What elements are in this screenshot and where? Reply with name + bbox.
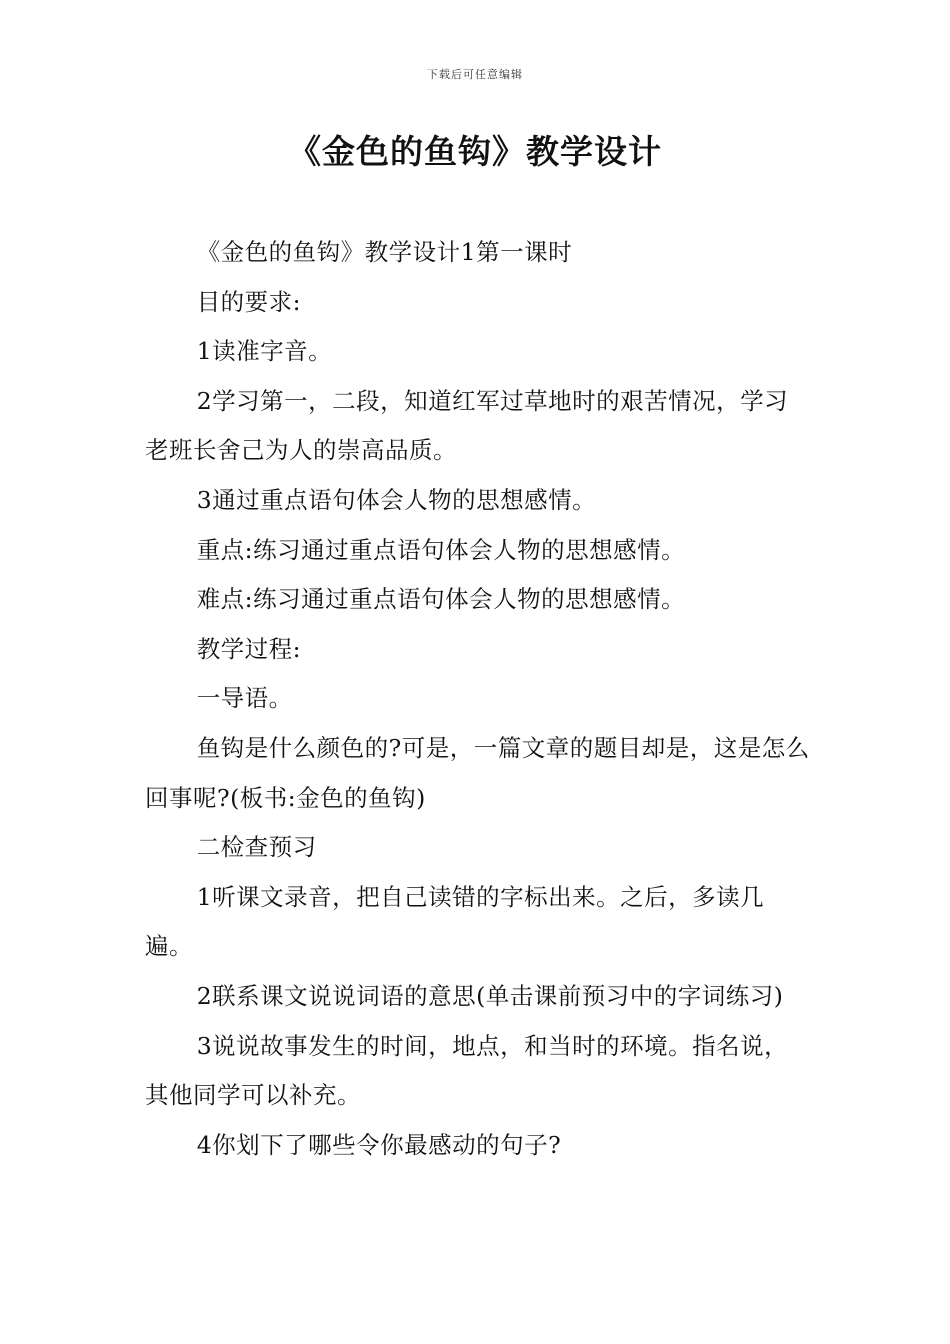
document-title: 《金色的鱼钩》教学设计 <box>288 132 662 171</box>
paragraph-process-heading: 教学过程: <box>196 634 302 663</box>
paragraph-preview-3: 3说说故事发生的时间，地点，和当时的环境。指名说，其他同学可以补充。 <box>145 1031 789 1110</box>
paragraph-objective-3: 3通过重点语句体会人物的思想感情。 <box>196 485 597 514</box>
document-body <box>145 228 810 1170</box>
paragraph-key-point: 重点:练习通过重点语句体会人物的思想感情。 <box>196 535 686 564</box>
paragraph-preview-1: 1听课文录音，把自己读错的字标出来。之后，多读几遍。 <box>145 882 765 961</box>
paragraph-objectives-heading: 目的要求: <box>196 287 302 316</box>
paragraph-section-preview: 二检查预习 <box>196 833 317 862</box>
paragraph-intro-text: 鱼钩是什么颜色的?可是，一篇文章的题目却是，这是怎么回事呢?(板书:金色的鱼钩) <box>145 733 810 812</box>
paragraph-preview-4: 4你划下了哪些令你最感动的句子? <box>196 1130 562 1159</box>
paragraph-section-intro: 一导语。 <box>196 684 293 713</box>
paragraph-difficulty: 难点:练习通过重点语句体会人物的思想感情。 <box>196 585 686 614</box>
paragraph-objective-1: 1读准字音。 <box>196 337 333 366</box>
paragraph-preview-2: 2联系课文说说词语的意思(单击课前预习中的字词练习) <box>196 981 784 1010</box>
paragraph-subtitle: 《金色的鱼钩》教学设计1第一课时 <box>196 238 573 266</box>
header-note: 下载后可任意编辑 <box>427 68 523 81</box>
paragraph-objective-2: 2学习第一，二段，知道红军过草地时的艰苦情况，学习老班长舍己为人的崇高品质。 <box>145 386 789 465</box>
